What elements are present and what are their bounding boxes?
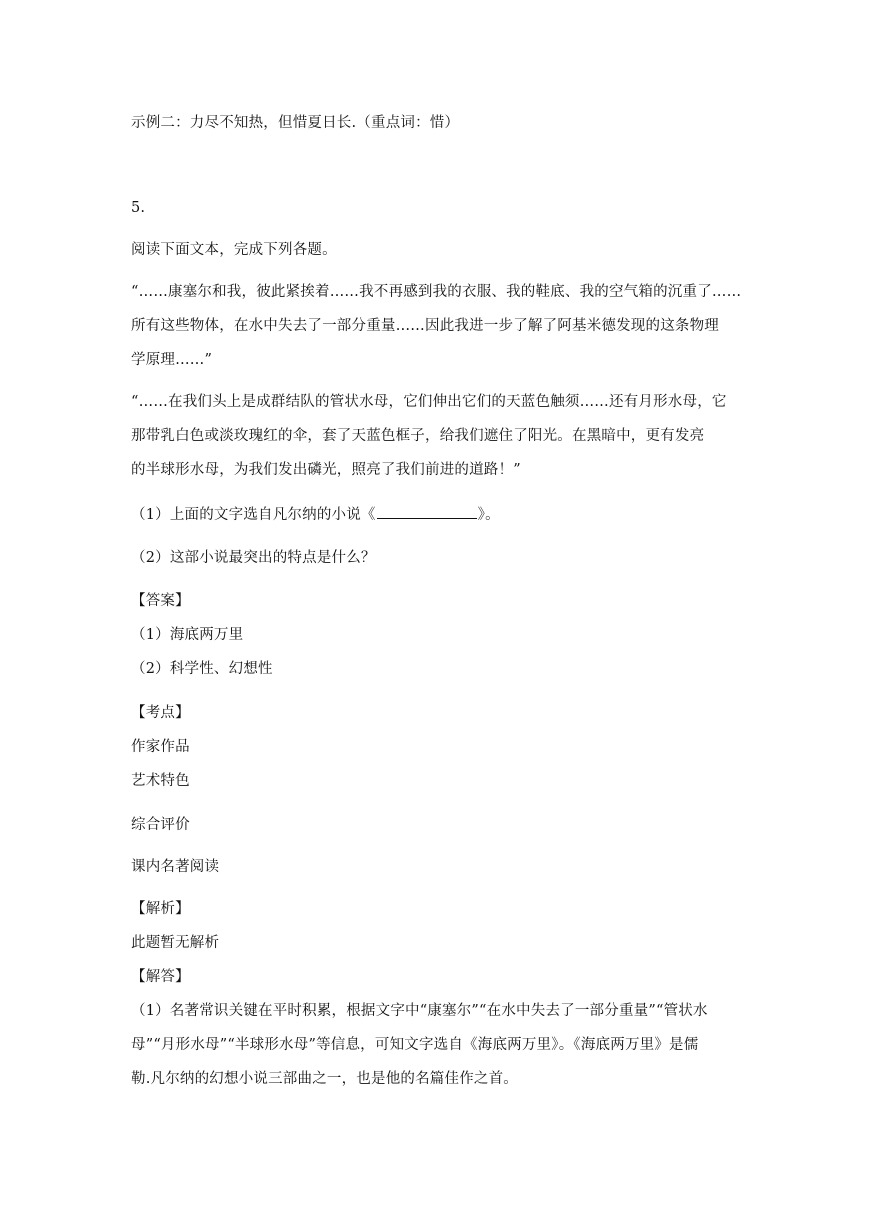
question-two: （2）这部小说最突出的特点是什么？ [131,550,376,566]
answer-one: （1）海底两万里 [131,627,244,643]
question-one-text: （1）上面的文字选自凡尔纳的小说《 [131,507,376,523]
passage-two-line-1: “……在我们头上是成群结队的管状水母，它们伸出它们的天蓝色触须……还有月形水母，它 [131,394,727,410]
question-one [131,505,500,525]
kaodian-item: 课内名著阅读 [131,859,220,875]
answer-two: （2）科学性、幻想性 [131,661,273,677]
passage-two-line-3: 的半球形水母，为我们发出磷光，照亮了我们前进的道路！” [131,462,521,478]
question-one-end: 》。 [477,507,500,523]
jieda-line-1: （1）名著常识关键在平时积累，根据文字中“康塞尔”“在水中失去了一部分重量”“管状水 [131,1003,708,1019]
kaodian-item: 综合评价 [131,817,190,833]
passage-one-line-3: 学原理……” [131,352,213,368]
jieda-line-2: 母”“月形水母”“半球形水母”等信息，可知文字选自《海底两万里》。《海底两万里》是儒 [131,1037,699,1053]
passage-two-line-2: 那带乳白色或淡玫瑰红的伞，套了天蓝色框子，给我们遮住了阳光。在黑暗中，更有发亮 [131,428,705,444]
jiexi-heading: 【解析】 [131,901,190,917]
answer-heading: 【答案】 [131,593,190,609]
reading-instruction: 阅读下面文本，完成下列各题。 [131,242,337,258]
jieda-line-3: 勒.凡尔纳的幻想小说三部曲之一，也是他的名篇佳作之首。 [131,1071,519,1087]
jiexi-text: 此题暂无解析 [131,935,220,951]
passage-one-line-1: “……康塞尔和我，彼此紧挨着……我不再感到我的衣服、我的鞋底、我的空气箱的沉重了…… [131,284,742,300]
kaodian-item: 作家作品 [131,739,190,755]
question-number: 5. [131,200,146,216]
example-two-line: 示例二：力尽不知热，但惜夏日长.（重点词：惜） [131,115,460,131]
passage-one-line-2: 所有这些物体，在水中失去了一部分重量……因此我进一步了解了阿基米德发现的这条物理 [131,318,719,334]
answer-blank [377,505,477,519]
kaodian-item: 艺术特色 [131,773,190,789]
jieda-heading: 【解答】 [131,969,190,985]
kaodian-heading: 【考点】 [131,705,190,721]
